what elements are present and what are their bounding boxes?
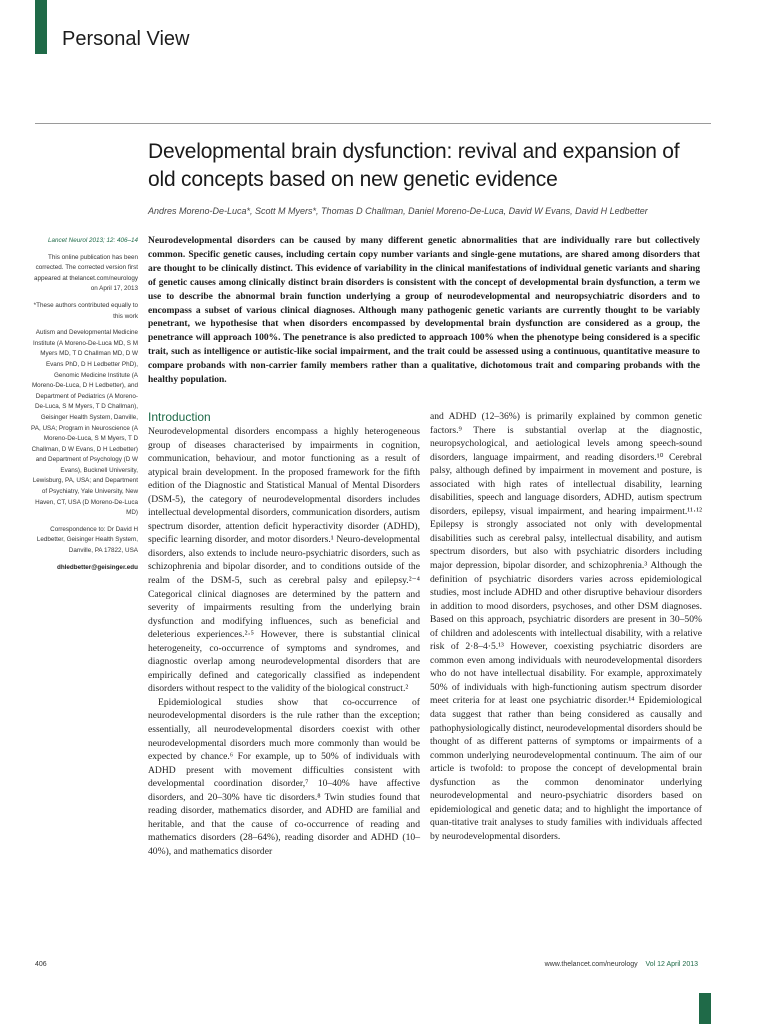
journal-url[interactable]: www.thelancet.com/neurology [544,961,638,968]
publication-note: This online publication has been corrected. The corrected version first appeared at thelancet.com/neurology on April 17, 2013 [34,253,138,293]
footer-info [545,961,698,968]
issue-info: Vol 12 April 2013 [645,961,698,968]
sidebar-notes [30,236,138,579]
intro-heading: Introduction [148,410,211,424]
page-number: 406 [35,961,47,968]
paragraph: Epidemiological studies show that co-occurrence of neurodevelopmental disorders is the rule rather than the exception; essentially, all neurodevelopmental disorders coexist with other neurodevelopmental disorders much more commonly than would be expected by chance.⁶ For example, up to 50% of individuals with ADHD present with movement difficulties consistent with developmental coordination disorder,⁷ 10–40% have affective disorders, and 20–30% have tic disorders.⁸ Twin studies found that reading disorder, mathematics disorder, and ADHD are familial and heritable, and that the cause of co-occurrence of reading and mathematics disorders (28–64%), reading disorder and ADHD (10–40%), and mathematics disorder [148,696,420,857]
header-divider [35,123,711,124]
citation: Lancet Neurol 2013; 12: 406–14 [48,237,138,244]
header-accent-bar [35,0,47,54]
correspondence: Correspondence to: Dr David H Ledbetter, Geisinger Health System, Danville, PA 17822, USA [36,525,138,555]
correspondence-email[interactable]: dhledbetter@geisinger.edu [56,563,138,571]
article-title: Developmental brain dysfunction: revival and expansion of old concepts based on new genetic evidence [148,140,680,191]
paragraph: Neurodevelopmental disorders encompass a highly heterogeneous group of diseases characterised by impairments in cognition, communication, behaviour, and motor functioning as a result of atypical brain development. In the proposed framework for the fifth edition of the Diagnostic and Statistical Manual of Mental Disorders (DSM-5), the category of neurodevelopmental disorders includes intellectual developmental disorders, communication disorders, autism spectrum disorder, attention deficit hyperactivity disorder (ADHD), specific learning disorder, and motor disorders.¹ Neuro-developmental disorders, also extends to include neuro-psychiatric disorders, such as schizophrenia and bipolar disorder, and to conditions outside of the realm of the DSM-5, such as cerebral palsy and epilepsy.²⁻⁴ Categorical clinical diagnoses are determined by the pattern and severity of impairments resulting from the underlying brain dysfunction and modifying influences, such as beneficial and deleterious experiences.²·⁵ However, there is substantial clinical heterogeneity, co-occurrence of symptoms and syndromes, and diagnostic overlap among neurodevelopmental disorders that are empirically defined and categorically classified as independent disorders without respect to the validity of the biological construct.² [148,426,420,695]
abstract: Neurodevelopmental disorders can be caused by many different genetic abnormalities that are individually rare but collectively common. Specific genetic causes, including certain copy number variants and single-gene mutations, are shared among disorders that are thought to be clinically distinct. This evidence of variability in the clinical manifestations of individual genetic variants and sharing of genetic causes among clinically distinct brain disorders is consistent with the concept of developmental brain dysfunction, a term we use to describe the abnormal brain function underlying a group of neurodevelopmental and neuropsychiatric disorders and to encompass a subset of various clinical diagnoses. Although many pathogenic genetic variants are currently thought to be variably penetrant, we hypothesise that when disorders encompassed by developmental brain dysfunction are considered as a group, the penetrance will approach 100%. The penetrance is also predicted to approach 100% when the phenotype being considered is a specific trait, such as intelligence or autistic-like social impairment, and the trait could be assessed using a continuous, quantitative measure to compare probands with non-carrier family members rather than a qualitative, dichotomous trait and comparing probands with the healthy population. [148,236,700,386]
body-column-right [430,410,702,844]
affiliations: Autism and Developmental Medicine Institute (A Moreno-De-Luca MD, S M Myers MD, T D Challman MD, D W Evans PhD, D H Ledbetter PhD), Genomic Medicine Institute (A Moreno-De-Luca, D H Ledbetter), and Department of Pediatrics (A Moreno-De-Luca, S M Myers, T D Challman), Geisinger Health System, Danville, PA, USA; Program in Neuroscience (A Moreno-De-Luca, S M Myers, T D Challman, D W Evans, D H Ledbetter) and Department of Psychology (D W Evans), Bucknell University, Lewisburg, PA, USA; and Department of Psychiatry, Yale University, New Haven, CT, USA (D Moreno-De-Luca MD) [31,329,138,517]
equal-contribution-note: *These authors contributed equally to this work [33,301,138,320]
paragraph: and ADHD (12–36%) is primarily explained by common genetic factors.⁹ There is substantial overlap at the diagnostic, neuropsychological, and aetiological levels among speech-sound disorders, language impairment, and reading disorders.¹⁰ Cerebral palsy, although defined by impairment in movement and posture, is associated with high rates of intellectual disability, learning disabilities, speech and language disorders, ADHD, autism spectrum disorders, epilepsy, visual impairment, and hearing impairment.¹¹·¹² Epilepsy is strongly associated not only with developmental disabilities such as cerebral palsy, intellectual disability, and autism spectrum disorders, but also with psychiatric disorders including major depression, bipolar disorder, and schizophrenia.³ Although the definition of psychiatric disorders varies across epidemiological studies, most include ADHD and other disruptive behaviour disorders in addition to mood disorders, psychoses, and other DSM diagnoses. Based on this approach, psychiatric disorders are present in 30–50% of children and adolescents with intellectual disability, with a relative risk of 2·8–4·5.¹³ However, coexisting psychiatric disorders are common even among individuals with neurodevelopmental disorders who do not have intellectual disability. For example, approximately 50% of individuals with high-functioning autism spectrum disorder meet criteria for at least one psychiatric disorder.¹⁴ Epidemiological data suggest that rather than being considered as causally and pathophysiologically distinct, neurodevelopmental disorders should be thought of as different patterns of symptoms or impairments of a common underlying neurodevelopmental continuum. The aim of our article is twofold: to propose the concept of developmental brain dysfunction as the common denominator underlying neurodevelopmental and neuro-psychiatric disorders based on epidemiological and genetic data; and to highlight the importance of quan-titative trait analyses to study families with individuals affected by neurodevelopmental disorders. [430,411,702,842]
footer-accent-bar [699,993,711,1024]
section-label: Personal View [62,28,190,50]
article-authors: Andres Moreno-De-Luca*, Scott M Myers*, Thomas D Challman, Daniel Moreno-De-Luca, David W Evans, David H Ledbetter [148,206,648,216]
body-column-left [148,410,420,859]
